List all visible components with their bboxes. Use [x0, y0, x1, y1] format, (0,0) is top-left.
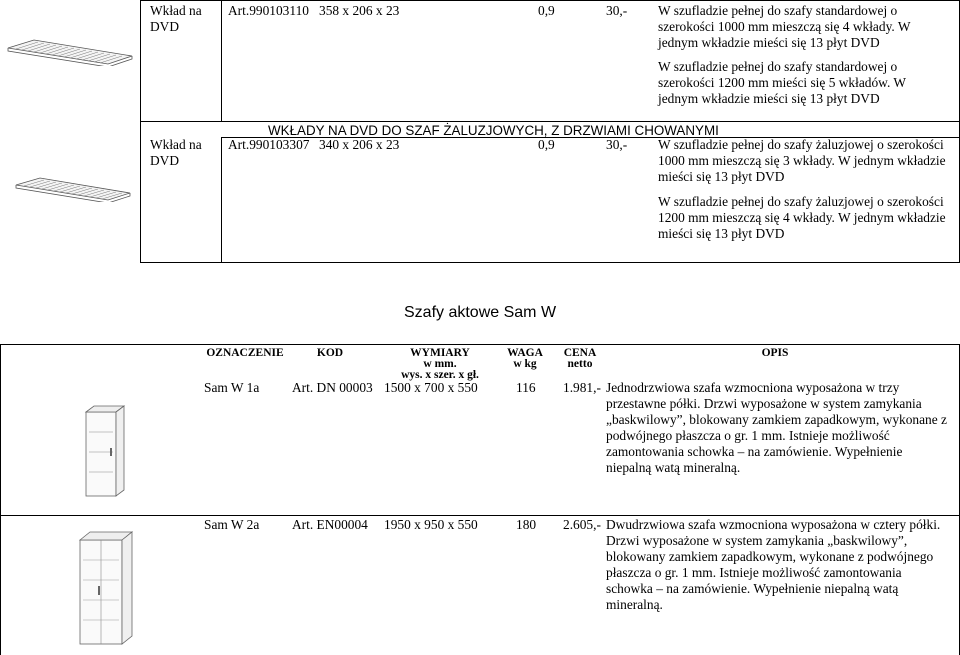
row2-wymiary: 340 x 206 x 23	[319, 137, 400, 152]
cabinet-2-image	[72, 528, 138, 648]
cabinet-row-1-opis: Jednodrzwiowa szafa wzmocniona wyposażona w trzy przestawne półki. Drzwi wyposażone w system zamykania „baskwilowy”, blokowany zamkiem zapadkowym, wykonane z podwójnego płaszcza o gr. 1 mm. Istnieje możliwość zamontowania schowka – na zamówienie. Wypełnienie niepalną watą mineralną.	[606, 380, 947, 475]
row1-wymiary: 358 x 206 x 23	[319, 3, 400, 18]
cabinet-row-2-kod: Art. EN00004	[292, 517, 368, 532]
cabinet-row-2-waga: 180	[516, 517, 537, 532]
header-waga-unit: w kg	[513, 358, 537, 370]
header-oznaczenie: OZNACZENIE	[206, 347, 284, 359]
cabinet-row-2-cena: 2.605,-	[563, 517, 601, 532]
cabinet-row-1-waga: 116	[516, 380, 536, 395]
header-cena-netto: netto	[567, 358, 593, 370]
cabinet-row-separator	[0, 515, 960, 516]
cabinet-row-1-cena: 1.981,-	[563, 380, 601, 395]
header-wymiary-unit: w mm.	[423, 358, 457, 370]
header-opis: OPIS	[761, 347, 789, 359]
row1-opis-1: W szufladzie pełnej do szafy standardowej o szerokości 1000 mm mieszczą się 4 wkłady. W jednym wkładzie mieści się 13 płyt DVD	[658, 3, 911, 50]
header-waga: WAGA	[507, 347, 543, 359]
dvd-table-row-separator	[140, 121, 960, 122]
cabinet-1-image	[80, 404, 130, 499]
dvd-insert-image	[12, 174, 134, 202]
dvd-table-divider	[221, 0, 222, 122]
cabinet-row-1-wymiary: 1500 x 700 x 550	[384, 380, 478, 395]
row1-name: Wkład na DVD	[150, 3, 202, 34]
cabinet-row-2-opis: Dwudrzwiowa szafa wzmocniona wyposażona w cztery półki. Drzwi wyposażone w system zamykania „baskwilowy”, blokowany zamkiem zapadkowym, wykonane z podwójnego płaszcza o gr. 1 mm. Istnieje możliwość zamontowania schowka – na zamówienie. Wypełnienie niepalną watą mineralną.	[606, 517, 941, 612]
row1-kod: Art.990103110	[228, 3, 309, 18]
row1-waga: 0,9	[538, 3, 555, 18]
cabinet-row-1-kod: Art. DN 00003	[292, 380, 373, 395]
row2-opis-1: W szufladzie pełnej do szafy żaluzjowej o szerokości 1000 mm mieszczą się 3 wkłady. W jednym wkładzie mieści się 13 płyt DVD	[658, 137, 946, 184]
header-kod: KOD	[316, 347, 344, 359]
dvd-section-heading: WKŁADY NA DVD DO SZAF ŻALUZJOWYCH, Z DRZWIAMI CHOWANYMI	[268, 123, 719, 138]
cabinet-row-2-wymiary: 1950 x 950 x 550	[384, 517, 478, 532]
header-wymiary: WYMIARY	[410, 347, 470, 359]
header-wymiary-order: wys. x szer. x gł.	[401, 369, 479, 381]
row1-cena: 30,-	[606, 3, 628, 18]
dvd-insert-image	[4, 36, 136, 66]
dvd-table-divider	[221, 137, 222, 263]
section-title: Szafy aktowe Sam W	[404, 304, 557, 321]
cabinet-row-1-oznaczenie: Sam W 1a	[204, 380, 260, 395]
row2-name: Wkład na DVD	[150, 137, 202, 168]
row1-opis-2: W szufladzie pełnej do szafy standardowej o szerokości 1200 mm mieści się 5 wkładów. W jednym wkładzie mieści się 13 płyt DVD	[658, 59, 906, 106]
row2-opis-2: W szufladzie pełnej do szafy żaluzjowej o szerokości 1200 mm mieszczą się 4 wkłady. W jednym wkładzie mieści się 13 płyt DVD	[658, 194, 946, 241]
row2-cena: 30,-	[606, 137, 628, 152]
row2-waga: 0,9	[538, 137, 555, 152]
header-cena: CENA	[563, 347, 597, 359]
cabinet-row-2-oznaczenie: Sam W 2a	[204, 517, 260, 532]
row2-kod: Art.990103307	[228, 137, 310, 152]
